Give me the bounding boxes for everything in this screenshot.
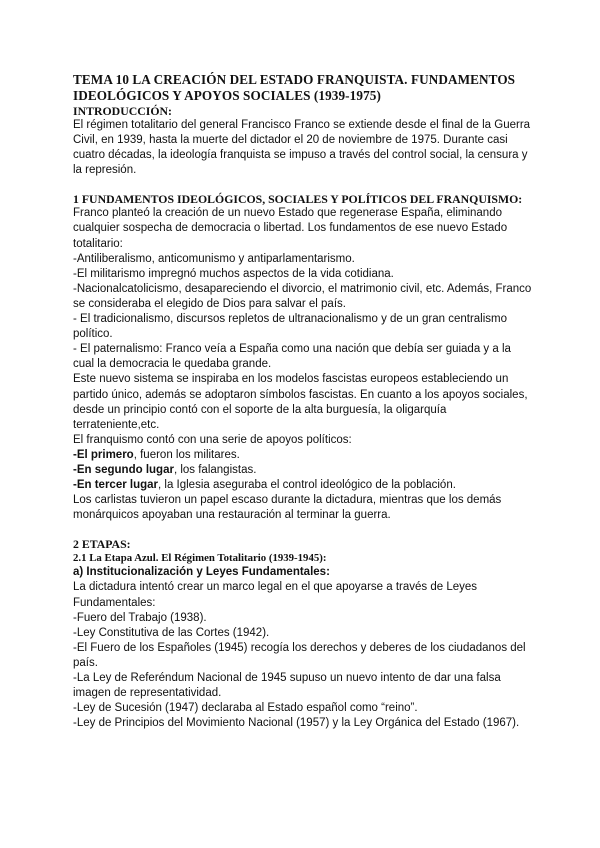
support-label: -En segundo lugar <box>73 463 174 476</box>
list-item: -El militarismo impregnó muchos aspectos de la vida cotidiana. <box>73 267 394 280</box>
section1-paragraph: Este nuevo sistema se inspiraba en los modelos fascistas europeos estableciendo un partido único, además se adoptaron símbolos fascistas. En cuanto a los apoyos sociales, desde un principio contó con el soporte de la alta burguesía, la oligarquía terrateniente,etc. <box>73 373 528 431</box>
section2-subheading: 2.1 La Etapa Azul. El Régimen Totalitario (1939-1945): <box>73 552 327 565</box>
list-item: -Ley de Principios del Movimiento Nacional (1957) y la Ley Orgánica del Estado (1967). <box>73 717 520 730</box>
list-item: -El Fuero de los Españoles (1945) recogía los derechos y deberes de los ciudadanos del país. <box>73 641 526 669</box>
section1-paragraph: Los carlistas tuvieron un papel escaso durante la dictadura, mientras que los demás monárquicos apoyaban una restauración al terminar la guerra. <box>73 494 502 522</box>
support-text: , la Iglesia aseguraba el control ideológico de la población. <box>158 479 456 492</box>
section2-subsubheading: a) Institucionalización y Leyes Fundamentales: <box>73 566 330 579</box>
support-text: , fueron los militares. <box>133 448 240 461</box>
list-item: -Ley de Sucesión (1947) declaraba al Estado español como “reino”. <box>73 702 418 715</box>
section2-heading: 2 ETAPAS: <box>73 537 131 552</box>
section1-paragraph: El franquismo contó con una serie de apoyos políticos: <box>73 433 352 446</box>
support-label: -El primero <box>73 448 134 461</box>
list-item: -Ley Constitutiva de las Cortes (1942). <box>73 626 270 639</box>
support-text: , los falangistas. <box>173 463 257 476</box>
section1-paragraph: Franco planteó la creación de un nuevo Estado que regenerase España, eliminando cualquier sospecha de democracia o libertad. Los fundamentos de ese nuevo Estado totalitario: <box>73 207 508 250</box>
list-item: - El paternalismo: Franco veía a España como una nación que debía ser guiada y a la cual la democracia le quedaba grande. <box>73 343 511 371</box>
intro-paragraph: El régimen totalitario del general Francisco Franco se extiende desde el final de la Guerra Civil, en 1939, hasta la muerte del dictador el 20 de noviembre de 1975. Durante casi cuatro décadas, la ideología franquista se impuso a través del control social, la censura y la represión. <box>73 119 531 177</box>
document-page <box>73 72 533 731</box>
list-item: -Nacionalcatolicismo, desapareciendo el divorcio, el matrimonio civil, etc. Además, Franco se consideraba el elegido de Dios para salvar el país. <box>73 282 532 310</box>
intro-heading: INTRODUCCIÓN: <box>73 104 172 118</box>
list-item <box>73 448 533 463</box>
list-item <box>73 463 533 478</box>
section2-paragraph: La dictadura intentó crear un marco legal en el que apoyarse a través de Leyes Fundamentales: <box>73 581 478 609</box>
list-item: -Fuero del Trabajo (1938). <box>73 611 207 624</box>
list-item: - El tradicionalismo, discursos repletos de ultranacionalismo y de un gran centralismo político. <box>73 313 508 341</box>
support-label: -En tercer lugar <box>73 479 158 492</box>
list-item <box>73 478 533 493</box>
document-title: TEMA 10 LA CREACIÓN DEL ESTADO FRANQUISTA. FUNDAMENTOS IDEOLÓGICOS Y APOYOS SOCIALES (1939-1975) <box>73 72 516 103</box>
section1-heading: 1 FUNDAMENTOS IDEOLÓGICOS, SOCIALES Y POLÍTICOS DEL FRANQUISMO: <box>73 192 523 207</box>
list-item: -La Ley de Referéndum Nacional de 1945 supuso un nuevo intento de dar una falsa imagen de representatividad. <box>73 672 501 700</box>
list-item: -Antiliberalismo, anticomunismo y antiparlamentarismo. <box>73 252 355 265</box>
